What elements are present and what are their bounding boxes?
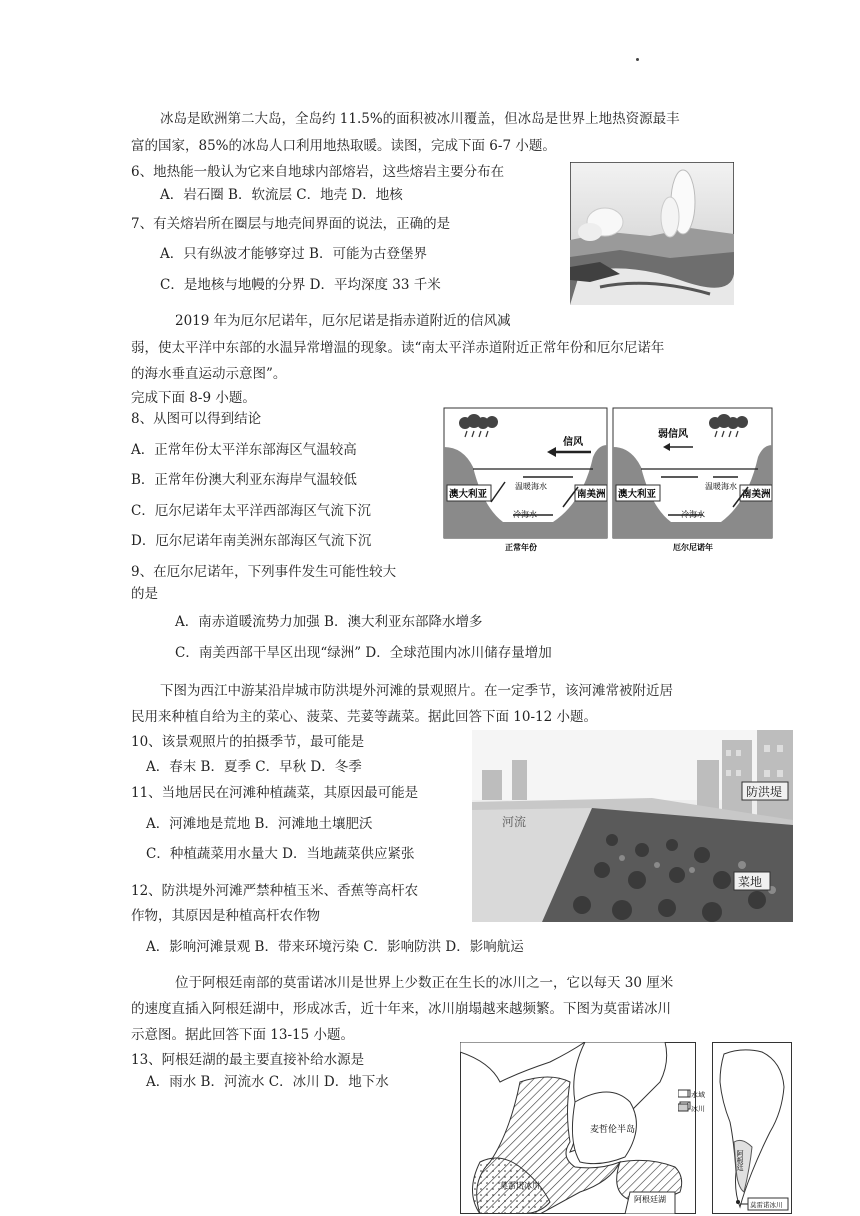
intro-elnino-line2: 弱，使太平洋中东部的水温异常增温的现象。读“南太平洋赤道附近正常年份和厄尔尼诺年 <box>131 340 665 356</box>
q11-stem: 11、当地居民在河滩种植蔬菜，其原因最可能是 <box>131 785 419 801</box>
page-mark <box>636 58 639 61</box>
weak-trade-wind-label: 弱信风 <box>658 429 688 440</box>
intro-glacier-line1: 位于阿根廷南部的莫雷诺冰川是世界上少数正在生长的冰川之一，它以每天 30 厘米 <box>175 975 674 991</box>
warm-water-label-right: 温暖海水 <box>705 482 737 491</box>
q10-stem: 10、该景观照片的拍摄季节，最可能是 <box>131 734 365 750</box>
cold-water-label-right: 冷海水 <box>681 510 705 519</box>
elnino-year-panel <box>613 408 772 552</box>
peninsula-label: 麦哲伦半岛 <box>590 1125 636 1135</box>
intro-elnino-line3: 的海水垂直运动示意图”。 <box>131 366 287 382</box>
q6-options: A．岩石圈 B．软流层 C．地壳 D．地核 <box>160 187 403 203</box>
australia-label-left: 澳大利亚 <box>449 489 488 500</box>
cold-water-label-left: 冷海水 <box>513 510 537 519</box>
q10-options: A．春末 B．夏季 C．早秋 D．冬季 <box>146 759 362 775</box>
q8-option-c: C．厄尔尼诺年太平洋西部海区气流下沉 <box>131 503 371 519</box>
intro-elnino-line1: 2019 年为厄尔尼诺年，厄尔尼诺是指赤道附近的信风减 <box>175 313 511 329</box>
q9-stem-line2: 的是 <box>131 586 158 602</box>
moreno-glacier-map <box>460 1042 696 1214</box>
intro-river-line2: 民用来种植自给为主的菜心、菠菜、芫荽等蔬菜。据此回答下面 10-12 小题。 <box>131 709 597 725</box>
q7-options-cd: C．是地核与地幔的分界 D．平均深度 33 千米 <box>160 277 441 293</box>
q8-stem: 8、从图可以得到结论 <box>131 411 262 427</box>
levee-label: 防洪堤 <box>746 785 783 799</box>
q12-stem-line1: 12、防洪堤外河滩严禁种植玉米、香蕉等高杆农 <box>131 883 419 899</box>
legend-glacier-label: 冰川 <box>691 1105 705 1113</box>
river-label: 河流 <box>502 815 527 829</box>
intro-glacier-line2: 的速度直插入阿根廷湖中，形成冰舌，近十年来，冰川崩塌越来越频繁。下图为莫雷诺冰川 <box>131 1001 671 1017</box>
q7-options-ab: A．只有纵波才能够穿过 B．可能为古登堡界 <box>160 246 427 262</box>
legend-water-label: 水域 <box>691 1091 705 1099</box>
q8-option-d: D．厄尔尼诺年南美洲东部海区气流下沉 <box>131 533 372 549</box>
inset-glacier-label: 莫雷诺冰川 <box>750 1201 783 1209</box>
south-america-label-left: 南美洲 <box>577 489 606 500</box>
intro-glacier-line3: 示意图。据此回答下面 13-15 小题。 <box>131 1027 355 1043</box>
q13-options: A．雨水 B．河流水 C．冰川 D．地下水 <box>146 1074 389 1090</box>
moreno-glacier-label: 莫雷诺冰川 <box>500 1181 540 1190</box>
elnino-ocean-diagram <box>443 407 773 554</box>
q11-options-cd: C．种植蔬菜用水量大 D．当地蔬菜供应紧张 <box>146 846 415 862</box>
q12-stem-line2: 作物，其原因是种植高杆农作物 <box>131 908 320 924</box>
intro-iceland-line2: 富的国家，85%的冰岛人口利用地热取暖。读图，完成下面 6-7 小题。 <box>131 138 556 154</box>
vegetable-plot-label: 菜地 <box>738 875 763 889</box>
australia-label-right: 澳大利亚 <box>618 489 657 500</box>
intro-river-line1: 下图为西江中游某沿岸城市防洪堤外河滩的景观照片。在一定季节，该河滩常被附近居 <box>160 683 673 699</box>
south-america-label-right: 南美洲 <box>742 489 771 500</box>
q9-options-cd: C．南美西部干旱区出现“绿洲” D．全球范围内冰川储存量增加 <box>175 645 552 661</box>
q13-stem: 13、阿根廷湖的最主要直接补给水源是 <box>131 1052 365 1068</box>
q9-stem-line1: 9、在厄尔尼诺年，下列事件发生可能性较大 <box>131 564 397 580</box>
normal-year-panel <box>444 408 607 552</box>
q9-options-ab: A．南赤道暖流势力加强 B．澳大利亚东部降水增多 <box>175 614 483 630</box>
warm-water-label-left: 温暖海水 <box>515 482 547 491</box>
q8-option-b: B．正常年份澳大利亚东海岸气温较低 <box>131 472 357 488</box>
argentina-label: 阿根廷 <box>736 1150 744 1171</box>
elnino-year-caption: 厄尔尼诺年 <box>673 543 713 552</box>
trade-wind-label: 信风 <box>563 437 583 448</box>
q7-stem: 7、有关熔岩所在圈层与地壳间界面的说法，正确的是 <box>131 216 451 232</box>
intro-elnino-line4: 完成下面 8-9 小题。 <box>131 390 256 406</box>
intro-iceland-line1: 冰岛是欧洲第二大岛，全岛约 11.5%的面积被冰川覆盖，但冰岛是世界上地热资源最丰 <box>160 111 680 127</box>
q12-options: A．影响河滩景观 B．带来环境污染 C．影响防洪 D．影响航运 <box>146 939 524 955</box>
normal-year-caption: 正常年份 <box>505 543 537 552</box>
glacier-map-legend <box>678 1086 712 1126</box>
lake-argentino-label: 阿根廷湖 <box>634 1195 666 1204</box>
q11-options-ab: A．河滩地是荒地 B．河滩地土壤肥沃 <box>146 816 373 832</box>
q8-option-a: A．正常年份太平洋东部海区气温较高 <box>131 442 357 458</box>
south-america-inset-map <box>712 1042 792 1214</box>
river-levee-photo <box>472 730 793 922</box>
iceland-geothermal-photo <box>570 162 734 305</box>
q6-stem: 6、地热能一般认为它来自地球内部熔岩，这些熔岩主要分布在 <box>131 164 505 180</box>
